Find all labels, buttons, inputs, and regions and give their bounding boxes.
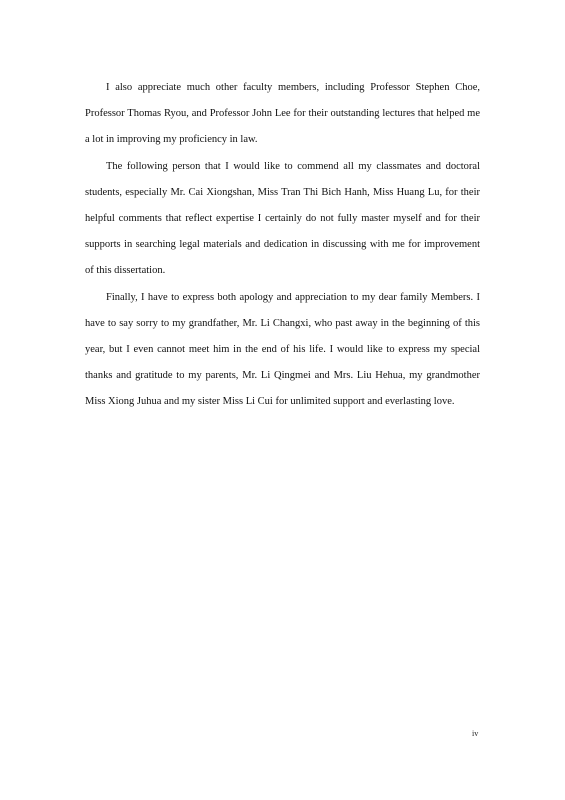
page-number: iv bbox=[472, 729, 479, 738]
paragraph-classmates-thanks: The following person that I would like to commend all my classmates and doctoral students, especially Mr. Cai Xiongshan, Miss Tran Thi Bich Hanh, Miss Huang Lu, for their helpful comments that reflect expertise I certainly do not fully master myself and for their supports in searching legal materials and dedication in discussing with me for improvement of this dissertation. bbox=[85, 160, 480, 277]
body-text bbox=[85, 75, 480, 416]
paragraph-family-thanks: Finally, I have to express both apology and appreciation to my dear family Members. I have to say sorry to my grandfather, Mr. Li Changxi, who past away in the beginning of this year, but I even cannot meet him in the end of his life. I would like to express my special thanks and gratitude to my parents, Mr. Li Qingmei and Mrs. Liu Hehua, my grandmother Miss Xiong Juhua and my sister Miss Li Cui for unlimited support and everlasting love. bbox=[85, 291, 480, 408]
paragraph-faculty-thanks: I also appreciate much other faculty members, including Professor Stephen Choe, Professor Thomas Ryou, and Professor John Lee for their outstanding lectures that helped me a lot in improving my proficiency in law. bbox=[85, 82, 480, 146]
